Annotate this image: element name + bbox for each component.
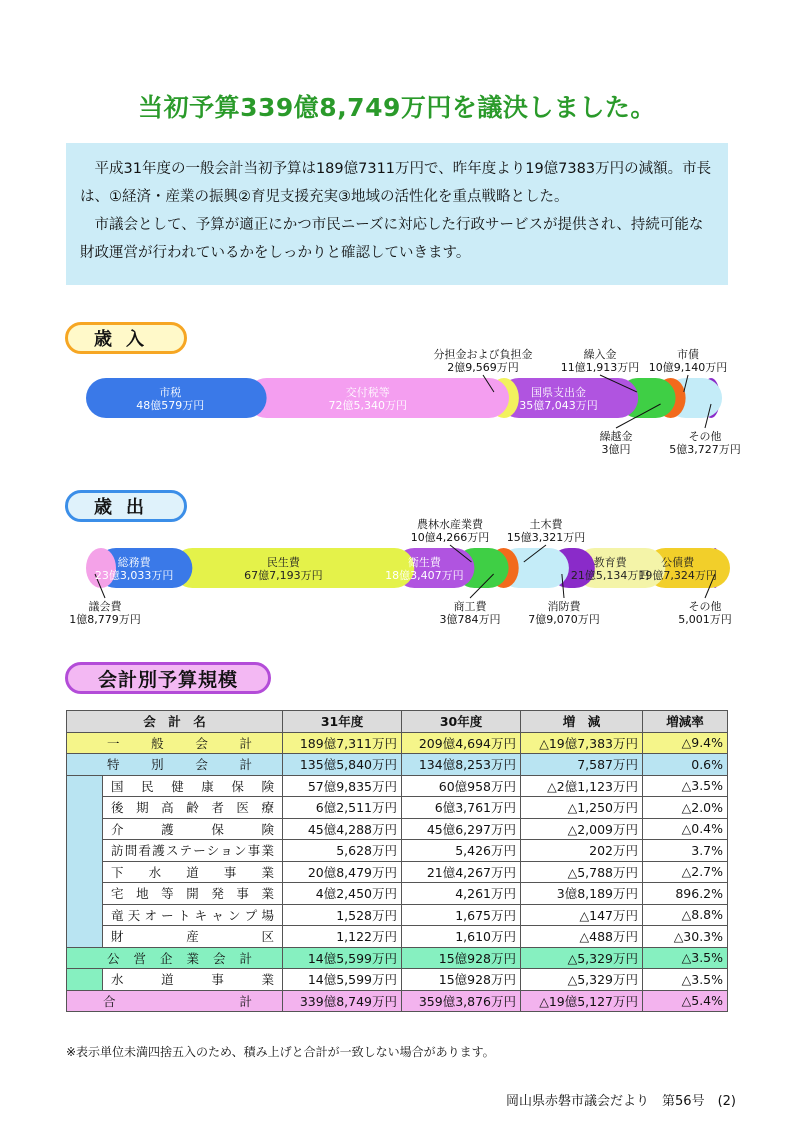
account-name-cell <box>103 797 283 819</box>
account-name: 一般会計 <box>107 735 253 751</box>
header-rate: 増減率 <box>643 711 728 733</box>
indent-spacer <box>67 775 103 797</box>
header-diff: 増 減 <box>521 711 643 733</box>
cell-rate: △0.4% <box>643 818 728 840</box>
revenue-label-name-6: 市債 <box>677 348 699 361</box>
cell-diff: △5,788万円 <box>521 861 643 883</box>
accounts-heading: 会計別予算規模 <box>65 662 271 694</box>
account-name-cell <box>103 969 283 991</box>
expenditure-label-name-8: 教育費 <box>593 556 627 569</box>
account-name: 宅地等開発事業 <box>111 886 275 902</box>
cell-diff: △5,329万円 <box>521 969 643 991</box>
expenditure-heading: 歳出 <box>65 490 187 522</box>
indent-spacer <box>67 818 103 840</box>
indent-spacer <box>67 840 103 862</box>
cell-diff: △5,329万円 <box>521 947 643 969</box>
table-row <box>67 883 728 905</box>
revenue-label-amount-7: 5億3,727万円 <box>669 443 741 456</box>
revenue-label-amount-1: 72億5,340万円 <box>328 399 408 412</box>
cell-y30: 209億4,694万円 <box>402 732 521 754</box>
revenue-label-name-1: 交付税等 <box>345 386 390 399</box>
expenditure-label-amount-3: 18億3,407万円 <box>385 569 464 582</box>
account-name-cell <box>67 754 283 776</box>
account-name-cell <box>103 904 283 926</box>
expenditure-label-name-0: 議会費 <box>88 600 122 613</box>
revenue-label-amount-0: 48億579万円 <box>136 399 205 412</box>
revenue-label-amount-5: 3億円 <box>601 443 631 456</box>
account-name: 水道事業 <box>111 972 275 988</box>
account-name: 訪問看護ステーション事業 <box>111 843 275 859</box>
cell-rate: △5.4% <box>643 990 728 1012</box>
table-row <box>67 969 728 991</box>
indent-spacer <box>67 904 103 926</box>
expenditure-label-amount-6: 15億3,321万円 <box>506 531 586 544</box>
cell-diff: △488万円 <box>521 926 643 948</box>
cell-y30: 15億928万円 <box>402 969 521 991</box>
account-name-cell <box>67 947 283 969</box>
cell-y30: 359億3,876万円 <box>402 990 521 1012</box>
revenue-label-amount-4: 11億1,913万円 <box>560 361 640 374</box>
expenditure-label-name-10: その他 <box>688 600 722 613</box>
account-name: 合計 <box>103 993 253 1009</box>
cell-y31: 339億8,749万円 <box>283 990 402 1012</box>
cell-diff: △19億7,383万円 <box>521 732 643 754</box>
intro-box <box>66 143 728 285</box>
indent-spacer <box>67 969 103 991</box>
page-footer: 岡山県赤磐市議会だより 第56号 (2) <box>506 1094 736 1109</box>
expenditure-bar-chart <box>0 500 794 635</box>
expenditure-label-amount-0: 1億8,779万円 <box>69 613 141 626</box>
table-row <box>67 947 728 969</box>
table-row <box>67 754 728 776</box>
account-name-cell <box>103 818 283 840</box>
table-row <box>67 840 728 862</box>
cell-y31: 135億5,840万円 <box>283 754 402 776</box>
revenue-label-name-5: 繰越金 <box>599 430 633 443</box>
account-name: 特別会計 <box>107 757 253 773</box>
cell-rate: △2.0% <box>643 797 728 819</box>
account-name: 国民健康保険 <box>111 778 275 794</box>
expenditure-segment-0 <box>86 548 116 588</box>
expenditure-label-amount-9: 19億7,324万円 <box>638 569 717 582</box>
indent-spacer <box>67 861 103 883</box>
revenue-label-amount-2: 2億9,569万円 <box>447 361 519 374</box>
cell-y31: 5,628万円 <box>283 840 402 862</box>
expenditure-label-name-1: 総務費 <box>117 556 151 569</box>
account-name-cell <box>103 840 283 862</box>
cell-y31: 14億5,599万円 <box>283 969 402 991</box>
revenue-label-name-3: 国県支出金 <box>531 386 587 399</box>
indent-spacer <box>67 926 103 948</box>
cell-diff: 3億8,189万円 <box>521 883 643 905</box>
revenue-label-name-2: 分担金および負担金 <box>433 348 533 361</box>
cell-rate: △8.8% <box>643 904 728 926</box>
footnote: ※表示単位未満四捨五入のため、積み上げと合計が一致しない場合があります。 <box>66 1045 495 1059</box>
cell-rate: △9.4% <box>643 732 728 754</box>
header-account-name: 会 計 名 <box>67 711 283 733</box>
expenditure-label-amount-2: 67億7,193万円 <box>244 569 323 582</box>
account-name: 公営企業会計 <box>107 950 253 966</box>
expenditure-label-amount-10: 5,001万円 <box>678 613 732 626</box>
account-name: 介護保険 <box>111 821 275 837</box>
expenditure-label-name-2: 民生費 <box>266 556 300 569</box>
cell-y31: 20億8,479万円 <box>283 861 402 883</box>
account-name-cell <box>67 990 283 1012</box>
table-row <box>67 732 728 754</box>
cell-y30: 5,426万円 <box>402 840 521 862</box>
account-name-cell <box>103 861 283 883</box>
account-name-cell <box>103 926 283 948</box>
table-row <box>67 818 728 840</box>
cell-y31: 1,122万円 <box>283 926 402 948</box>
cell-rate: △3.5% <box>643 775 728 797</box>
revenue-label-amount-6: 10億9,140万円 <box>648 361 728 374</box>
page-title: 当初予算339億8,749万円を議決しました。 <box>138 93 656 122</box>
cell-rate: 896.2% <box>643 883 728 905</box>
account-name-cell <box>103 775 283 797</box>
expenditure-label-amount-7: 7億9,070万円 <box>528 613 600 626</box>
revenue-bar-chart <box>0 330 794 465</box>
indent-spacer <box>67 883 103 905</box>
cell-y30: 15億928万円 <box>402 947 521 969</box>
cell-y30: 4,261万円 <box>402 883 521 905</box>
intro-paragraph-1: 平成31年度の一般会計当初予算は189億7311万円で、昨年度より19億7383万円の減額。市長は、①経済・産業の振興②育児支援充実③地域の活性化を重点戦略とした。 <box>80 161 712 205</box>
table-header-row <box>67 711 728 733</box>
cell-y30: 134億8,253万円 <box>402 754 521 776</box>
expenditure-label-amount-5: 3億784万円 <box>439 613 501 626</box>
cell-rate: △3.5% <box>643 947 728 969</box>
cell-diff: 7,587万円 <box>521 754 643 776</box>
cell-diff: △2,009万円 <box>521 818 643 840</box>
cell-y30: 45億6,297万円 <box>402 818 521 840</box>
account-name: 竜天オートキャンプ場 <box>111 907 275 923</box>
table-row <box>67 926 728 948</box>
revenue-heading: 歳入 <box>65 322 187 354</box>
expenditure-label-name-6: 土木費 <box>529 518 563 531</box>
expenditure-label-name-3: 衛生費 <box>407 556 441 569</box>
expenditure-label-amount-4: 10億4,266万円 <box>410 531 490 544</box>
cell-y30: 60億958万円 <box>402 775 521 797</box>
account-name: 財産区 <box>111 929 275 945</box>
cell-diff: △147万円 <box>521 904 643 926</box>
cell-y30: 1,610万円 <box>402 926 521 948</box>
cell-rate: 3.7% <box>643 840 728 862</box>
cell-diff: △1,250万円 <box>521 797 643 819</box>
cell-y30: 21億4,267万円 <box>402 861 521 883</box>
cell-rate: △30.3% <box>643 926 728 948</box>
revenue-label-name-7: その他 <box>688 430 722 443</box>
table-row <box>67 861 728 883</box>
cell-diff: 202万円 <box>521 840 643 862</box>
indent-spacer <box>67 797 103 819</box>
cell-y31: 45億4,288万円 <box>283 818 402 840</box>
table-row <box>67 797 728 819</box>
expenditure-label-name-9: 公債費 <box>661 556 695 569</box>
cell-y31: 189億7,311万円 <box>283 732 402 754</box>
expenditure-label-name-5: 商工費 <box>453 600 487 613</box>
cell-y31: 14億5,599万円 <box>283 947 402 969</box>
cell-y31: 6億2,511万円 <box>283 797 402 819</box>
accounts-table <box>66 710 728 1012</box>
cell-y31: 1,528万円 <box>283 904 402 926</box>
cell-diff: △2億1,123万円 <box>521 775 643 797</box>
intro-paragraph-2: 市議会として、予算が適正にかつ市民ニーズに対応した行政サービスが提供され、持続可能な財政運営が行われているかをしっかりと確認していきます。 <box>80 217 704 261</box>
cell-rate: △2.7% <box>643 861 728 883</box>
revenue-label-name-0: 市税 <box>159 386 182 399</box>
header-fy30: 30年度 <box>402 711 521 733</box>
expenditure-label-amount-8: 21億5,134万円 <box>570 569 650 582</box>
cell-diff: △19億5,127万円 <box>521 990 643 1012</box>
revenue-label-amount-3: 35億7,043万円 <box>519 399 598 412</box>
account-name-cell <box>103 883 283 905</box>
cell-rate: △3.5% <box>643 969 728 991</box>
cell-y31: 57億9,835万円 <box>283 775 402 797</box>
expenditure-label-name-7: 消防費 <box>547 600 581 613</box>
expenditure-label-name-4: 農林水産業費 <box>417 518 483 531</box>
revenue-label-name-4: 繰入金 <box>583 348 617 361</box>
cell-y31: 4億2,450万円 <box>283 883 402 905</box>
account-name-cell <box>67 732 283 754</box>
cell-y30: 6億3,761万円 <box>402 797 521 819</box>
table-row <box>67 904 728 926</box>
header-fy31: 31年度 <box>283 711 402 733</box>
table-row <box>67 990 728 1012</box>
table-row <box>67 775 728 797</box>
expenditure-label-amount-1: 23億3,033万円 <box>94 569 174 582</box>
account-name: 下水道事業 <box>111 864 275 880</box>
account-name: 後期高齢者医療 <box>111 800 275 816</box>
cell-y30: 1,675万円 <box>402 904 521 926</box>
cell-rate: 0.6% <box>643 754 728 776</box>
